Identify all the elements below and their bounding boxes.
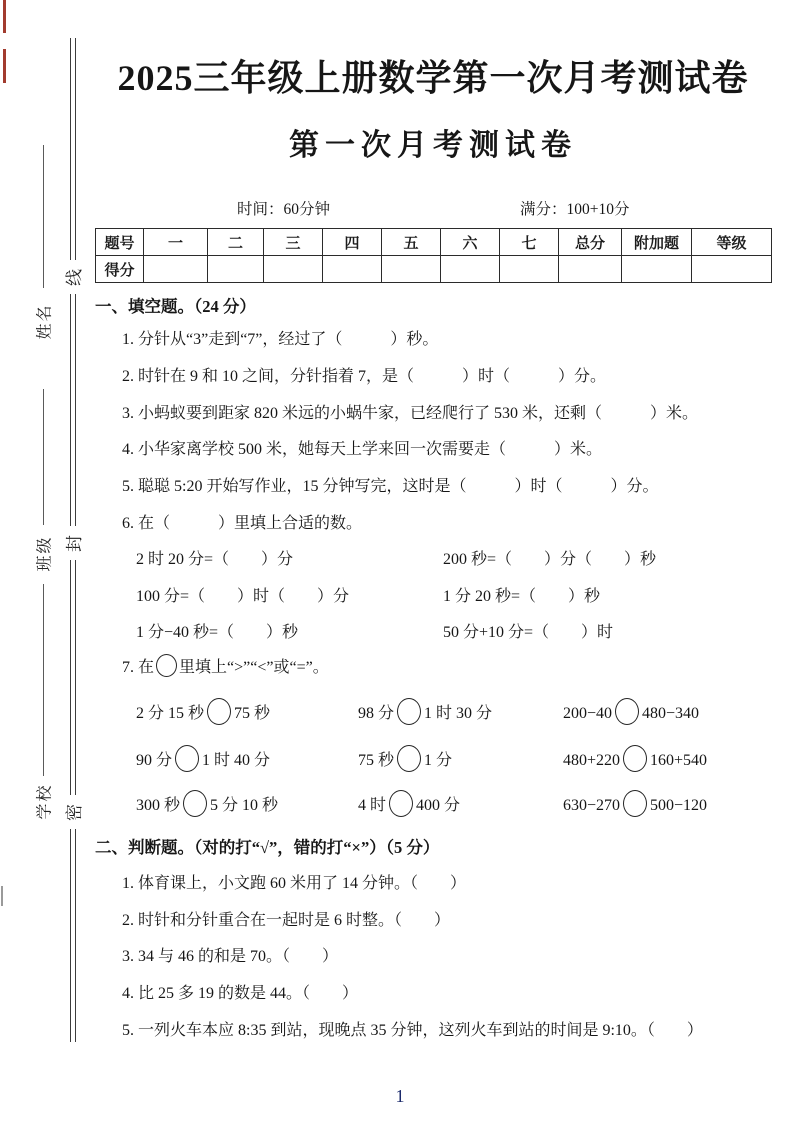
section-one-heading: 一、填空题。（24 分） [95, 297, 256, 316]
score-table-header-cell: 五 [382, 229, 441, 256]
compare-circle-icon [207, 698, 231, 725]
conversion-item: 1 分−40 秒=（ ）秒 [136, 624, 299, 641]
conversion-row [95, 586, 785, 608]
comparison-item: 300 秒 5 分 10 秒 [136, 790, 278, 821]
exam-time: 时间：60分钟 [237, 201, 331, 218]
score-cell [559, 256, 622, 283]
comparison-item: 630−270 500−120 [563, 790, 707, 821]
compare-circle-icon [389, 790, 413, 817]
comparison-item: 75 秒 1 分 [358, 745, 452, 776]
comparison-item: 480+220 160+540 [563, 745, 707, 776]
comparison-item: 90 分 1 时 40 分 [136, 745, 270, 776]
score-cell [264, 256, 323, 283]
comparison-item: 2 分 15 秒 75 秒 [136, 698, 270, 729]
score-cell [692, 256, 772, 283]
judge-question-4: 4. 比 25 多 19 的数是 44。（ ） [122, 985, 359, 1002]
score-table [95, 228, 772, 283]
scan-edge-mark [3, 0, 6, 33]
fill-question-7 [95, 654, 805, 680]
page-title: 2025三年级上册数学第一次月考测试卷 [117, 58, 749, 98]
compare-circle-icon [615, 698, 639, 725]
fill-question-6: 6. 在（ ）里填上合适的数。 [122, 515, 363, 532]
scan-edge-mark [3, 49, 6, 83]
conversion-row [95, 549, 785, 571]
question-7-suffix: 里填上“>”“<”或“=”。 [179, 659, 329, 676]
fill-question-4: 4. 小华家离学校 500 米，她每天上学来回一次需要走（ ）米。 [122, 441, 603, 458]
score-table-header-cell: 四 [323, 229, 382, 256]
judge-question-3: 3. 34 与 46 的和是 70。（ ） [122, 948, 339, 965]
school-field-label: 学校 [27, 777, 59, 825]
score-row-label: 得分 [96, 256, 144, 283]
judge-question-1: 1. 体育课上，小文跑 60 米用了 14 分钟。（ ） [122, 875, 467, 892]
scan-edge-mark [1, 886, 3, 906]
page-subtitle: 第一次月考测试卷 [289, 129, 577, 162]
score-table-header-row [96, 229, 772, 256]
score-table-header-cell: 附加题 [622, 229, 692, 256]
comparison-row [95, 698, 785, 728]
comparison-item: 4 时 400 分 [358, 790, 460, 821]
comparison-row [95, 745, 785, 775]
section-two-heading: 二、判断题。（对的打“√”，错的打“×”）（5 分） [95, 838, 440, 857]
score-cell [441, 256, 500, 283]
score-cell [323, 256, 382, 283]
seal-char-line: 线 [58, 260, 87, 294]
score-cell [622, 256, 692, 283]
score-table-score-row [96, 256, 772, 283]
score-table-header-cell: 三 [264, 229, 323, 256]
comparison-row [95, 790, 785, 820]
score-table-header-cell: 二 [208, 229, 264, 256]
score-cell [144, 256, 208, 283]
compare-circle-icon [183, 790, 207, 817]
conversion-item: 100 分=（ ）时（ ）分 [136, 588, 350, 605]
seal-char-feng: 封 [58, 526, 87, 560]
compare-circle-icon [623, 790, 647, 817]
compare-circle-icon [397, 698, 421, 725]
judge-question-2: 2. 时针和分针重合在一起时是 6 时整。（ ） [122, 912, 451, 929]
compare-circle-icon [156, 654, 177, 677]
score-cell [500, 256, 559, 283]
score-table-header-cell: 题号 [96, 229, 144, 256]
conversion-row [95, 622, 785, 644]
compare-circle-icon [623, 745, 647, 772]
name-blank-rule [43, 145, 44, 288]
comparison-item: 200−40 480−340 [563, 698, 699, 729]
page-number: 1 [395, 1086, 405, 1106]
score-cell [208, 256, 264, 283]
score-table-header-cell: 六 [441, 229, 500, 256]
conversion-item: 50 分+10 分=（ ）时 [443, 624, 614, 641]
fill-question-3: 3. 小蚂蚁要到距家 820 米远的小蜗牛家，已经爬行了 530 米，还剩（ ）米。 [122, 405, 699, 422]
class-field-label: 班级 [27, 529, 59, 577]
score-cell [382, 256, 441, 283]
school-blank-rule [43, 584, 44, 776]
compare-circle-icon [397, 745, 421, 772]
class-blank-rule [43, 389, 44, 525]
conversion-item: 2 时 20 分=（ ）分 [136, 551, 294, 568]
name-field-label: 姓名 [27, 297, 59, 345]
score-table-header-cell: 总分 [559, 229, 622, 256]
score-table-header-cell: 等级 [692, 229, 772, 256]
seal-char-mi: 密 [58, 795, 87, 829]
conversion-item: 200 秒=（ ）分（ ）秒 [443, 551, 657, 568]
question-7-prefix: 7. 在 [122, 659, 155, 676]
compare-circle-icon [175, 745, 199, 772]
comparison-item: 98 分 1 时 30 分 [358, 698, 492, 729]
fill-question-5: 5. 聪聪 5:20 开始写作业，15 分钟写完，这时是（ ）时（ ）分。 [122, 478, 659, 495]
exam-full-score: 满分：100+10分 [520, 201, 630, 218]
judge-question-5: 5. 一列火车本应 8:35 到站，现晚点 35 分钟，这列火车到站的时间是 9:10。（ ） [122, 1022, 703, 1039]
score-table-header-cell: 一 [144, 229, 208, 256]
score-table-header-cell: 七 [500, 229, 559, 256]
conversion-item: 1 分 20 秒=（ ）秒 [443, 588, 601, 605]
fill-question-1: 1. 分针从“3”走到“7”，经过了（ ）秒。 [122, 331, 439, 348]
fill-question-2: 2. 时针在 9 和 10 之间，分针指着 7，是（ ）时（ ）分。 [122, 368, 607, 385]
